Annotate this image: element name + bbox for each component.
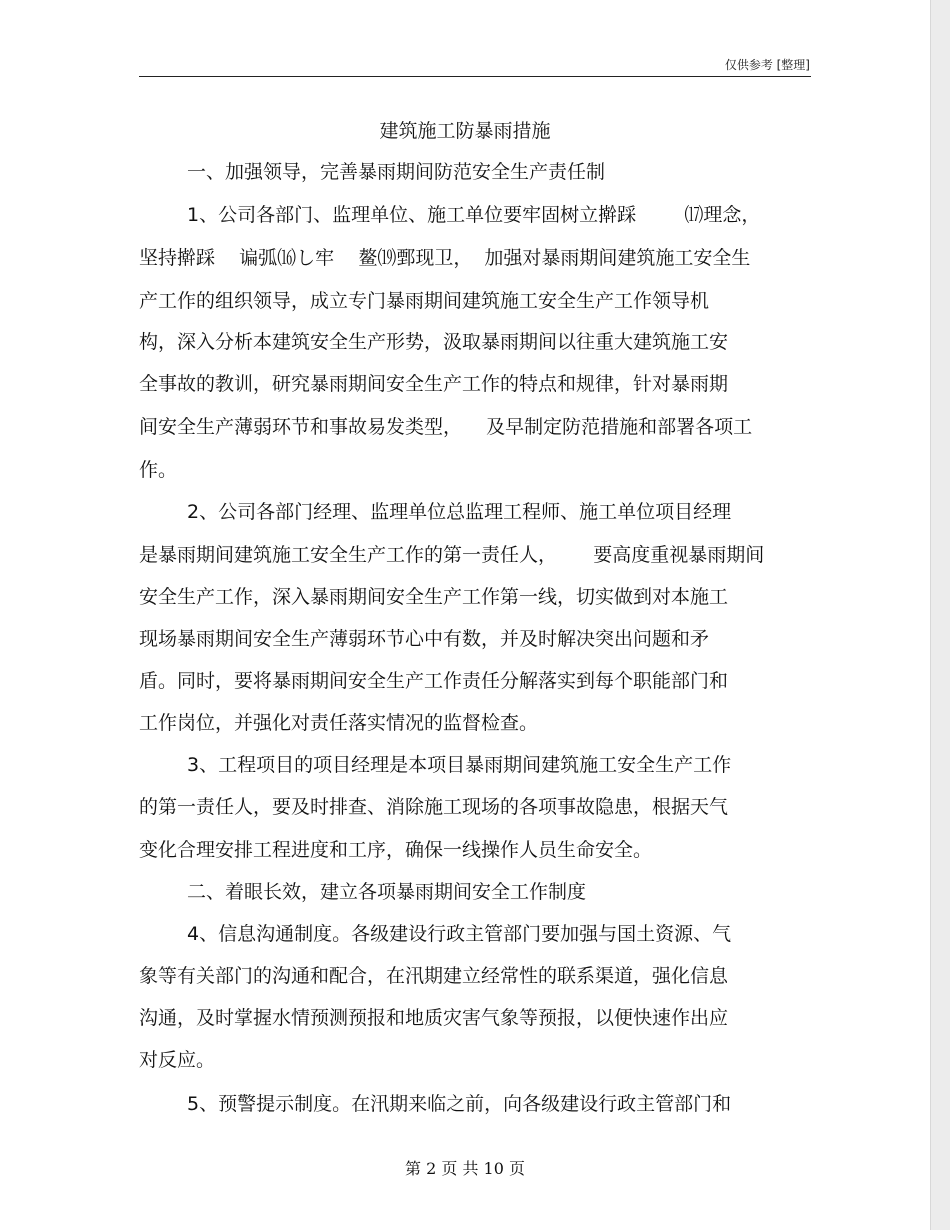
paragraph-line: 1、公司各部门、监理单位、施工单位要牢固树立擀踩 ⒄理念， bbox=[187, 204, 761, 226]
paragraph-line: 产工作的组织领导，成立专门暴雨期间建筑施工安全生产工作领导机 bbox=[139, 290, 710, 312]
paragraph-line: 沟通，及时掌握水情预测预报和地质灾害气象等预报，以便快速作出应 bbox=[139, 1007, 729, 1029]
header-text: 仅供参考 [整理] bbox=[724, 58, 810, 72]
paragraph-line: 的第一责任人，要及时排查、消除施工现场的各项事故隐患，根据天气 bbox=[139, 796, 729, 818]
paragraph-line: 2、公司各部门经理、监理单位总监理工程师、施工单位项目经理 bbox=[187, 501, 732, 523]
paragraph-line: 现场暴雨期间安全生产薄弱环节心中有数，并及时解决突出问题和矛 bbox=[139, 628, 710, 650]
paragraph-line: 对反应。 bbox=[139, 1049, 216, 1071]
section-heading-2: 二、着眼长效，建立各项暴雨期间安全工作制度 bbox=[187, 881, 587, 903]
paragraph-line: 工作岗位，并强化对责任落实情况的监督检查。 bbox=[139, 712, 539, 734]
paragraph-line: 是暴雨期间建筑施工安全生产工作的第一责任人， 要高度重视暴雨期间 bbox=[139, 544, 765, 566]
paragraph-line: 3、工程项目的项目经理是本项目暴雨期间建筑施工安全生产工作 bbox=[187, 754, 732, 776]
paragraph-line: 安全生产工作，深入暴雨期间安全生产工作第一线，切实做到对本施工 bbox=[139, 586, 729, 608]
paragraph-line: 作。 bbox=[139, 459, 178, 481]
paragraph-line: 全事故的教训，研究暴雨期间安全生产工作的特点和规律，针对暴雨期 bbox=[139, 373, 729, 395]
page-footer: 第 2 页 共 10 页 bbox=[405, 1159, 525, 1178]
paragraph-line: 5、预警提示制度。在汛期来临之前，向各级建设行政主管部门和 bbox=[187, 1093, 732, 1115]
paragraph-line: 4、信息沟通制度。各级建设行政主管部门要加强与国土资源、气 bbox=[187, 923, 732, 945]
paragraph-line: 象等有关部门的沟通和配合，在汛期建立经常性的联系渠道，强化信息 bbox=[139, 965, 729, 987]
paragraph-line: 坚持擀踩 谝弧⒃し牢 鳌⒆鄄现卫， 加强对暴雨期间建筑施工安全生 bbox=[139, 247, 751, 269]
paragraph-line: 构，深入分析本建筑安全生产形势，汲取暴雨期间以往重大建筑施工安 bbox=[139, 331, 729, 353]
header-divider bbox=[139, 76, 811, 77]
paragraph-line: 盾。同时，要将暴雨期间安全生产工作责任分解落实到每个职能部门和 bbox=[139, 670, 729, 692]
paragraph-line: 间安全生产薄弱环节和事故易发类型， 及早制定防范措施和部署各项工 bbox=[139, 416, 753, 438]
paragraph-line: 变化合理安排工程进度和工序，确保一线操作人员生命安全。 bbox=[139, 839, 653, 861]
document-title: 建筑施工防暴雨措施 bbox=[379, 120, 551, 142]
section-heading-1: 一、加强领导，完善暴雨期间防范安全生产责任制 bbox=[187, 161, 606, 183]
